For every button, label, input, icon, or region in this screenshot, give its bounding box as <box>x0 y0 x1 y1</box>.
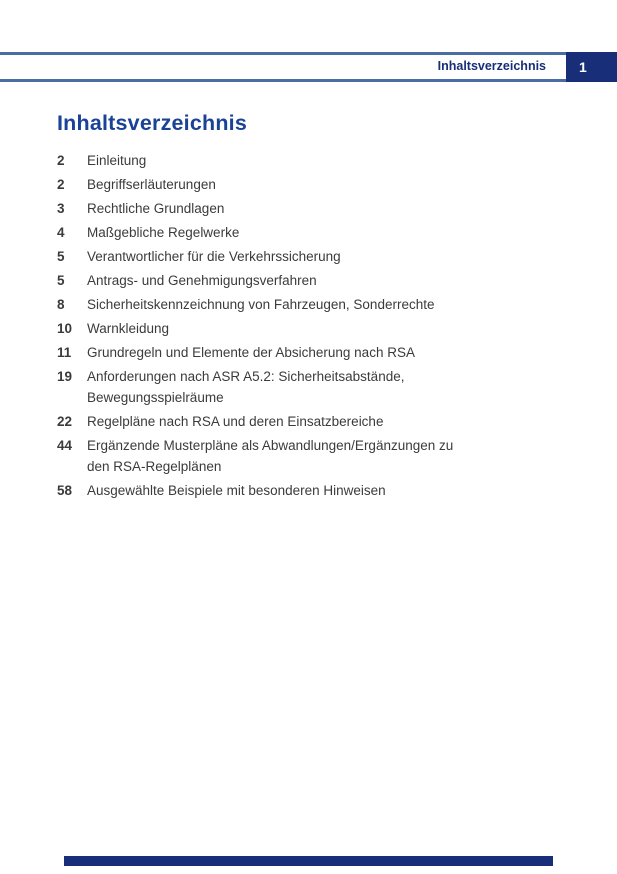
toc-entry-title <box>87 198 537 219</box>
toc-entry-title <box>87 342 537 363</box>
toc-entry-page-number: 5 <box>57 249 65 264</box>
toc-entry[interactable] <box>57 294 537 315</box>
toc-entry-title-line1: Einleitung <box>87 153 147 168</box>
toc-entry[interactable] <box>57 246 537 267</box>
toc-entry-title-line1: Ausgewählte Beispiele mit besonderen Hinweisen <box>87 483 386 498</box>
toc-entry-title <box>87 246 537 267</box>
toc-entry-title-line1: Maßgebliche Regelwerke <box>87 225 240 240</box>
toc-entry-title-line1: Anforderungen nach ASR A5.2: Sicherheitsabstände, <box>87 369 405 384</box>
page-title: Inhaltsverzeichnis <box>57 111 248 135</box>
toc-entry-title <box>87 270 537 291</box>
toc-entry-title <box>87 411 537 432</box>
footer-bar <box>64 856 553 866</box>
toc-list <box>57 150 537 504</box>
toc-entry[interactable] <box>57 150 537 171</box>
toc-entry-title <box>87 318 537 339</box>
toc-entry-page-number: 3 <box>57 201 65 216</box>
toc-entry-page-number: 58 <box>57 483 73 498</box>
running-header-label: Inhaltsverzeichnis <box>437 59 546 73</box>
toc-entry[interactable] <box>57 222 537 243</box>
toc-entry-page-number: 2 <box>57 153 65 168</box>
toc-entry-page-number: 11 <box>57 345 72 360</box>
toc-entry[interactable] <box>57 411 537 432</box>
toc-entry-title-line2: den RSA-Regelplänen <box>87 459 222 474</box>
toc-entry-title <box>87 366 537 408</box>
toc-entry-title <box>87 294 537 315</box>
toc-entry-title-line1: Regelpläne nach RSA und deren Einsatzbereiche <box>87 414 384 429</box>
toc-entry-title-line1: Begriffserläuterungen <box>87 177 216 192</box>
toc-entry-title-line1: Warnkleidung <box>87 321 170 336</box>
toc-entry-title-line1: Ergänzende Musterpläne als Abwandlungen/Ergänzungen zu <box>87 438 454 453</box>
toc-entry-page-number: 2 <box>57 177 65 192</box>
toc-entry-page-number: 4 <box>57 225 65 240</box>
toc-entry-page-number: 22 <box>57 414 73 429</box>
toc-entry-page-number: 10 <box>57 321 73 336</box>
toc-entry[interactable] <box>57 318 537 339</box>
toc-entry-title-line1: Rechtliche Grundlagen <box>87 201 225 216</box>
toc-entry[interactable] <box>57 435 537 477</box>
toc-entry-title-line1: Antrags- und Genehmigungsverfahren <box>87 273 317 288</box>
toc-entry-title-line2: Bewegungsspielräume <box>87 390 224 405</box>
toc-entry-page-number: 5 <box>57 273 65 288</box>
page-number-tab <box>566 52 617 82</box>
toc-entry[interactable] <box>57 366 537 408</box>
page-number: 1 <box>579 59 587 75</box>
header-bottom-rule <box>0 79 617 82</box>
toc-entry-title <box>87 174 537 195</box>
toc-entry-page-number: 19 <box>57 369 73 384</box>
toc-entry[interactable] <box>57 480 537 501</box>
toc-entry-title <box>87 150 537 171</box>
toc-entry-title-line1: Verantwortlicher für die Verkehrssicherung <box>87 249 341 264</box>
toc-entry-title <box>87 222 537 243</box>
toc-entry-title-line1: Sicherheitskennzeichnung von Fahrzeugen, Sonderrechte <box>87 297 435 312</box>
toc-entry-title <box>87 480 537 501</box>
toc-entry-title-line1: Grundregeln und Elemente der Absicherung nach RSA <box>87 345 415 360</box>
toc-entry-title <box>87 435 537 477</box>
toc-entry-page-number: 8 <box>57 297 65 312</box>
toc-entry[interactable] <box>57 174 537 195</box>
toc-entry-page-number: 44 <box>57 438 73 453</box>
toc-entry[interactable] <box>57 198 537 219</box>
toc-entry[interactable] <box>57 342 537 363</box>
toc-entry[interactable] <box>57 270 537 291</box>
